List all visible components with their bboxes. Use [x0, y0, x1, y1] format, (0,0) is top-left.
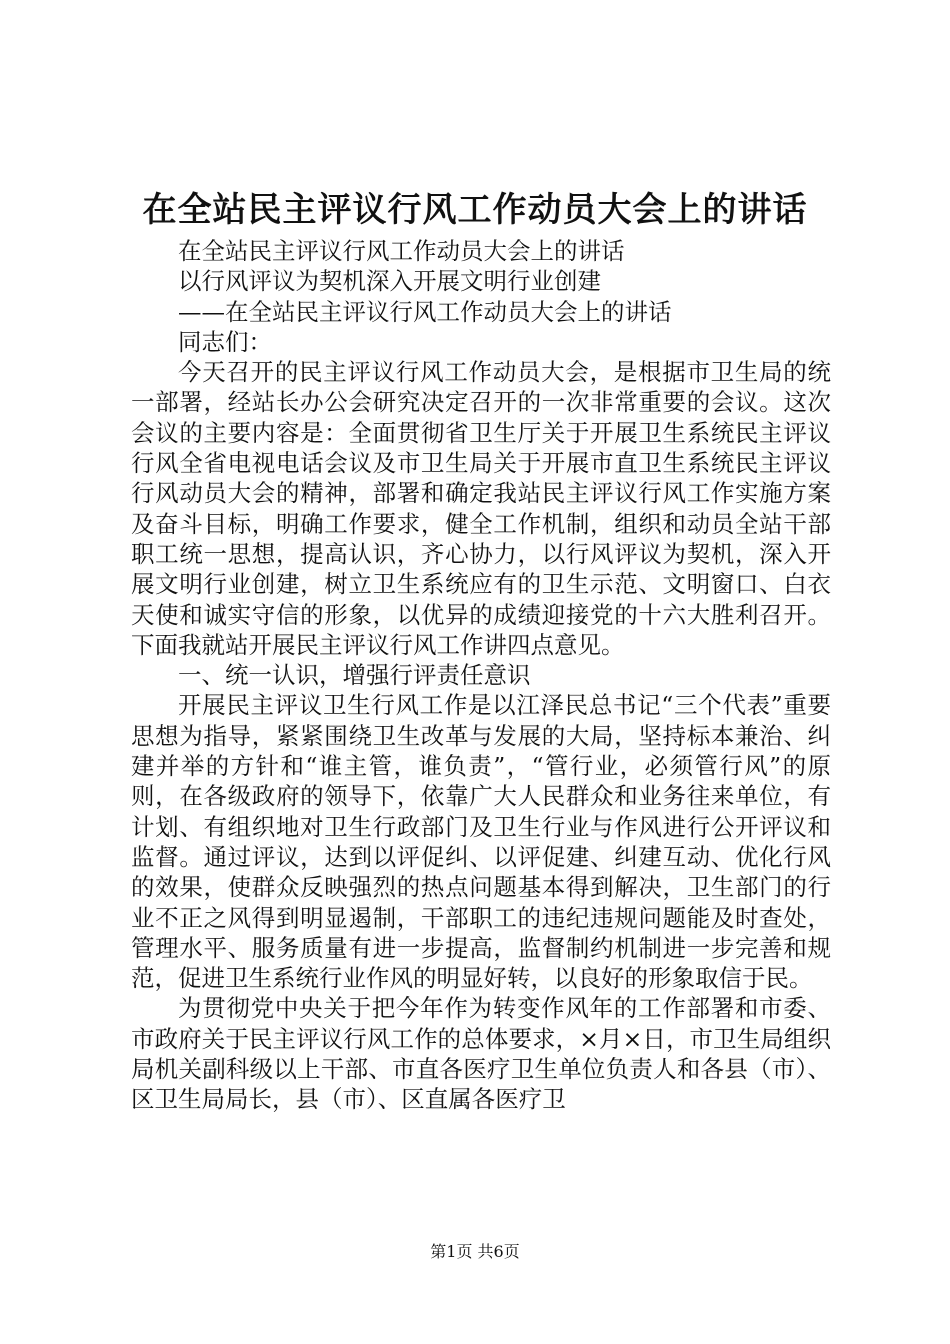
page-number-footer: 第1页 共6页 [430, 1242, 520, 1261]
document-body [131, 236, 831, 1115]
body-paragraph: 开展民主评议卫生行风工作是以江泽民总书记“三个代表”重要思想为指导，紧紧围绕卫生改革与发展的大局，坚持标本兼治、纠建并举的方针和“谁主管，谁负责”，“管行业，必须管行风”的原则，在各级政府的领导下，依靠广大人民群众和业务往来单位，有计划、有组织地对卫生行政部门及卫生行业与作风进行公开评议和监督。通过评议，达到以评促纠、以评促建、纠建互动、优化行风的效果，使群众反映强烈的热点问题基本得到解决，卫生部门的行业不正之风得到明显遏制，干部职工的违纪违规问题能及时查处，管理水平、服务质量有进一步提高，监督制约机制进一步完善和规范，促进卫生系统行业作风的明显好转，以良好的形象取信于民。 [131, 691, 831, 993]
speech-headline: 以行风评议为契机深入开展文明行业创建 [178, 267, 601, 296]
section-heading: 一、统一认识，增强行评责任意识 [178, 661, 531, 690]
speech-subheadline: ——在全站民主评议行风工作动员大会上的讲话 [178, 297, 672, 326]
body-paragraph: 为贯彻党中央关于把今年作为转变作风年的工作部署和市委、市政府关于民主评议行风工作的总体要求，×月×日，市卫生局组织局机关副科级以上干部、市直各医疗卫生单位负责人和各县（市）、区卫生局局长，县（市）、区直属各医疗卫 [131, 994, 831, 1114]
body-paragraph: 今天召开的民主评议行风工作动员大会，是根据市卫生局的统一部署，经站长办公会研究决定召开的一次非常重要的会议。这次会议的主要内容是：全面贯彻省卫生厅关于开展卫生系统民主评议行风全省电视电话会议及市卫生局关于开展市直卫生系统民主评议行风动员大会的精神，部署和确定我站民主评议行风工作实施方案及奋斗目标，明确工作要求，健全工作机制，组织和动员全站干部职工统一思想，提高认识，齐心协力，以行风评议为契机，深入开展文明行业创建，树立卫生系统应有的卫生示范、文明窗口、白衣天使和诚实守信的形象，以优异的成绩迎接党的十六大胜利召开。下面我就站开展民主评议行风工作讲四点意见。 [131, 358, 831, 659]
salutation: 同志们： [178, 327, 272, 356]
subtitle-repeat: 在全站民主评议行风工作动员大会上的讲话 [178, 237, 625, 265]
document-title: 在全站民主评议行风工作动员大会上的讲话 [142, 190, 808, 230]
